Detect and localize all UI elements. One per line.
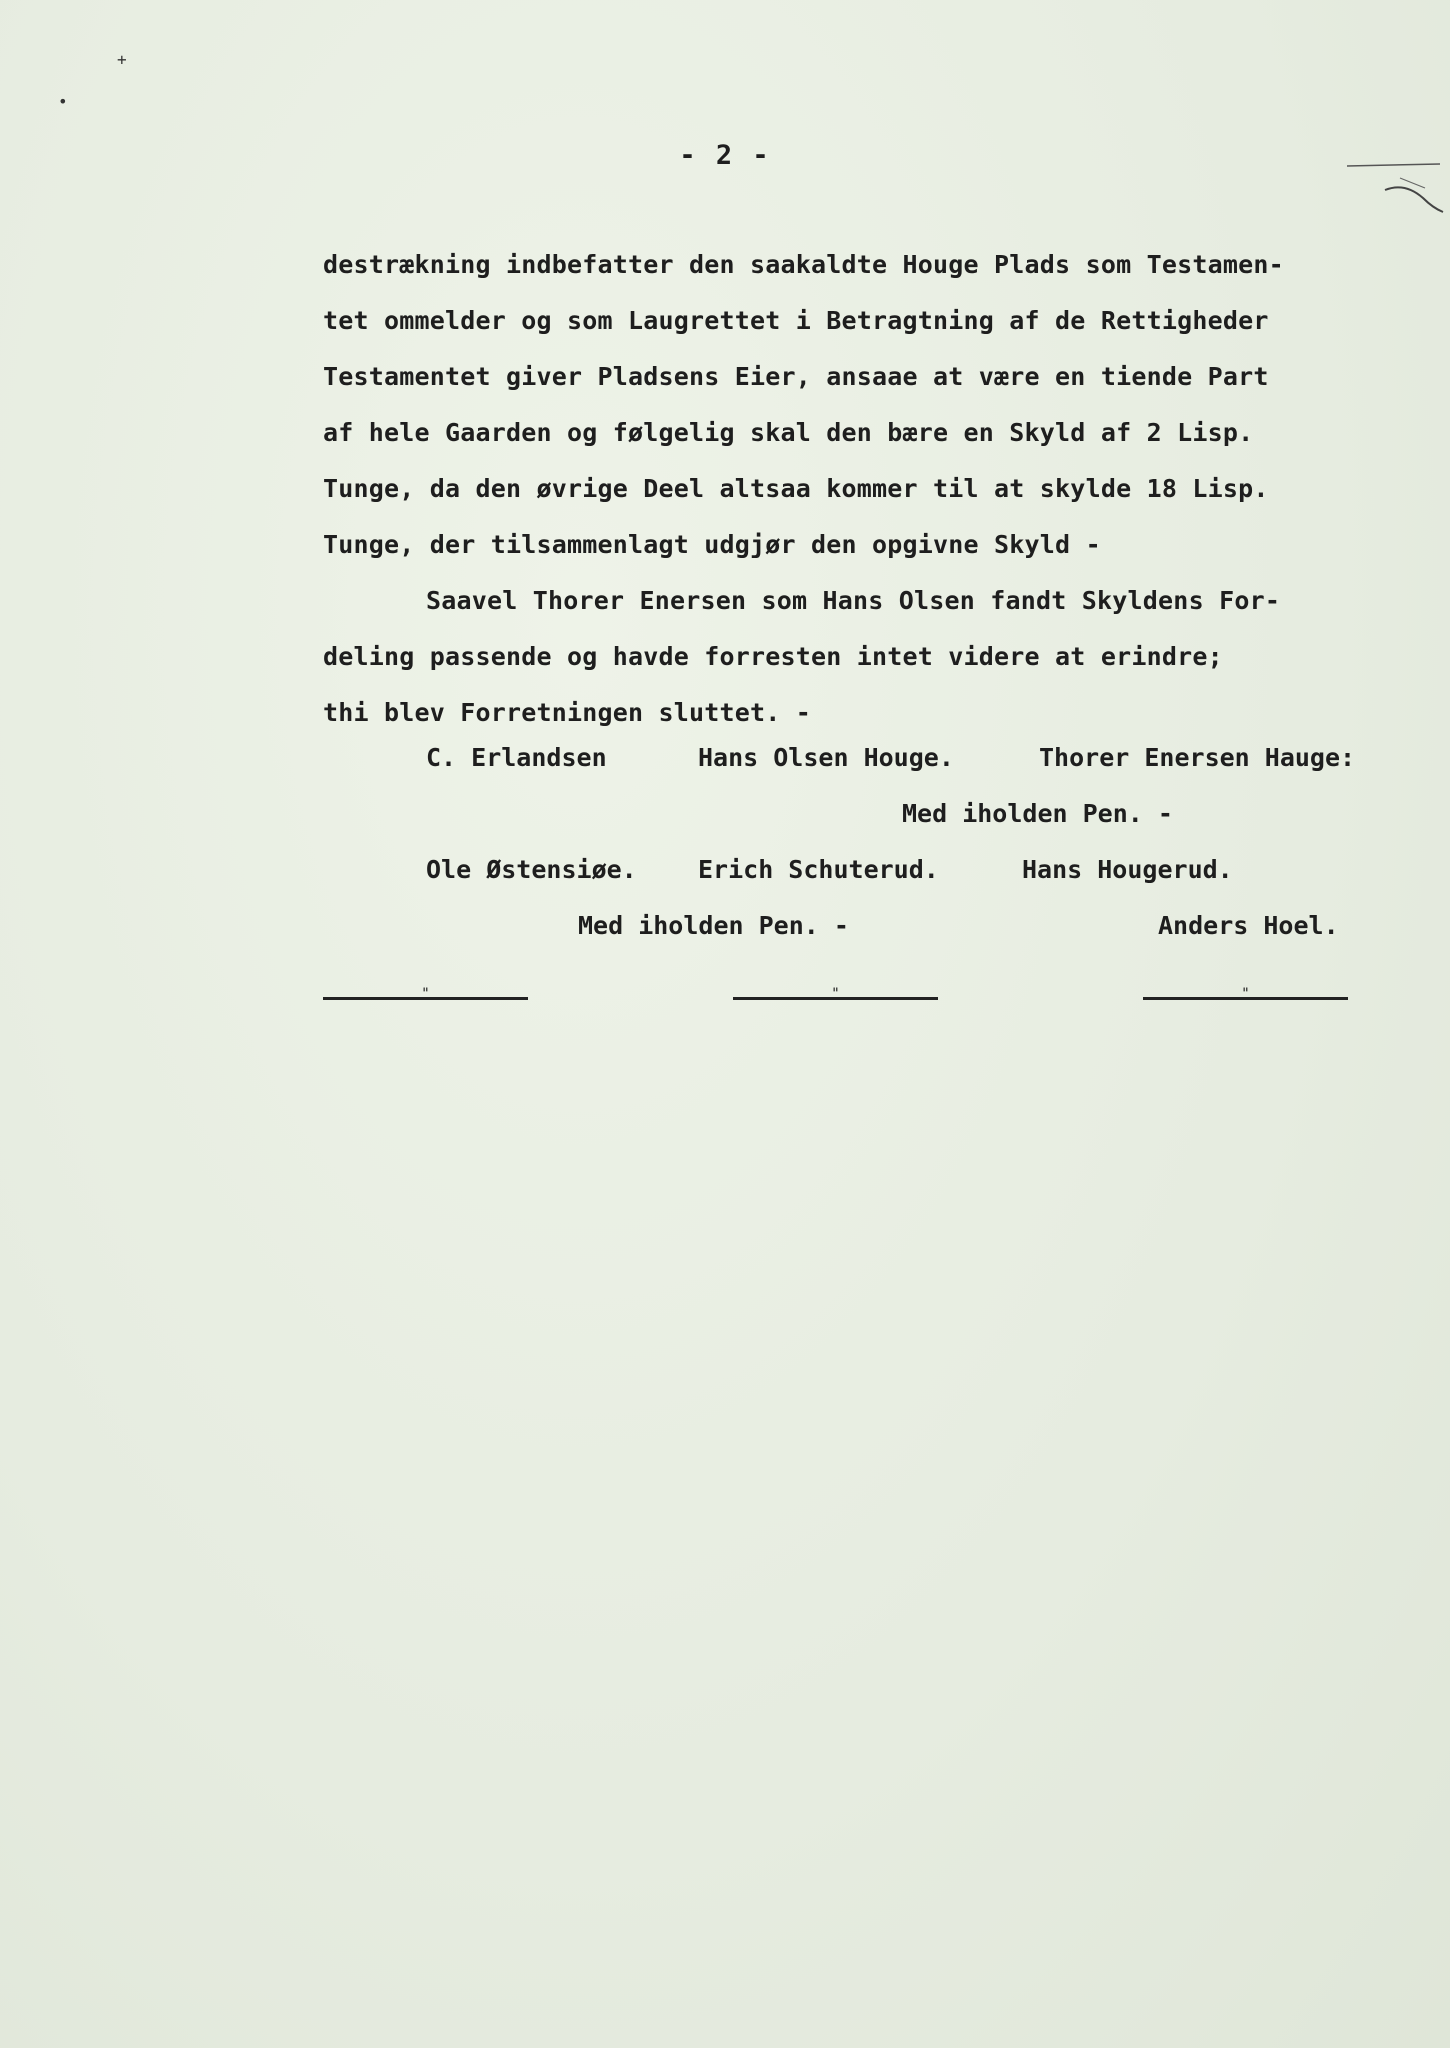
body-text bbox=[323, 237, 1284, 741]
margin-mark-plus: + bbox=[117, 50, 127, 69]
rule-mark: " bbox=[831, 986, 840, 1002]
body-line: deling passende og havde forresten intet videre at erindre; bbox=[323, 642, 1223, 671]
edge-scribble-icon bbox=[1345, 160, 1445, 230]
margin-mark-dot: • bbox=[58, 92, 68, 111]
body-line: thi blev Forretningen sluttet. - bbox=[323, 698, 812, 727]
divider-rule bbox=[323, 986, 528, 1002]
signature-hans-olsen-houge: Hans Olsen Houge. bbox=[698, 743, 954, 772]
divider-rule bbox=[1143, 986, 1348, 1002]
page-number: - 2 - bbox=[679, 140, 771, 171]
rule-mark: " bbox=[421, 986, 430, 1002]
signature-erich-schuterud: Erich Schuterud. bbox=[698, 855, 939, 884]
body-line: Saavel Thorer Enersen som Hans Olsen fandt Skyldens For- bbox=[426, 586, 1281, 615]
signature-ole-ostensioe: Ole Østensiøe. bbox=[426, 855, 637, 884]
divider-rule bbox=[733, 986, 938, 1002]
body-line: Tunge, der tilsammenlagt udgjør den opgivne Skyld - bbox=[323, 530, 1101, 559]
signature-hans-hougerud: Hans Hougerud. bbox=[1022, 855, 1233, 884]
body-line: destrækning indbefatter den saakaldte Houge Plads som Testamen- bbox=[323, 250, 1284, 279]
signature-note: Med iholden Pen. - bbox=[902, 799, 1173, 828]
body-line: tet ommelder og som Laugrettet i Betragtning af de Rettigheder bbox=[323, 306, 1269, 335]
body-line: Testamentet giver Pladsens Eier, ansaae at være en tiende Part bbox=[323, 362, 1269, 391]
signature-c-erlandsen: C. Erlandsen bbox=[426, 743, 607, 772]
rule-mark: " bbox=[1241, 986, 1250, 1002]
body-line: af hele Gaarden og følgelig skal den bære en Skyld af 2 Lisp. bbox=[323, 418, 1254, 447]
signature-note: Med iholden Pen. - bbox=[578, 911, 849, 940]
signature-anders-hoel: Anders Hoel. bbox=[1158, 911, 1339, 940]
signature-thorer-enersen-hauge: Thorer Enersen Hauge: bbox=[1039, 743, 1356, 772]
body-line: Tunge, da den øvrige Deel altsaa kommer til at skylde 18 Lisp. bbox=[323, 474, 1269, 503]
